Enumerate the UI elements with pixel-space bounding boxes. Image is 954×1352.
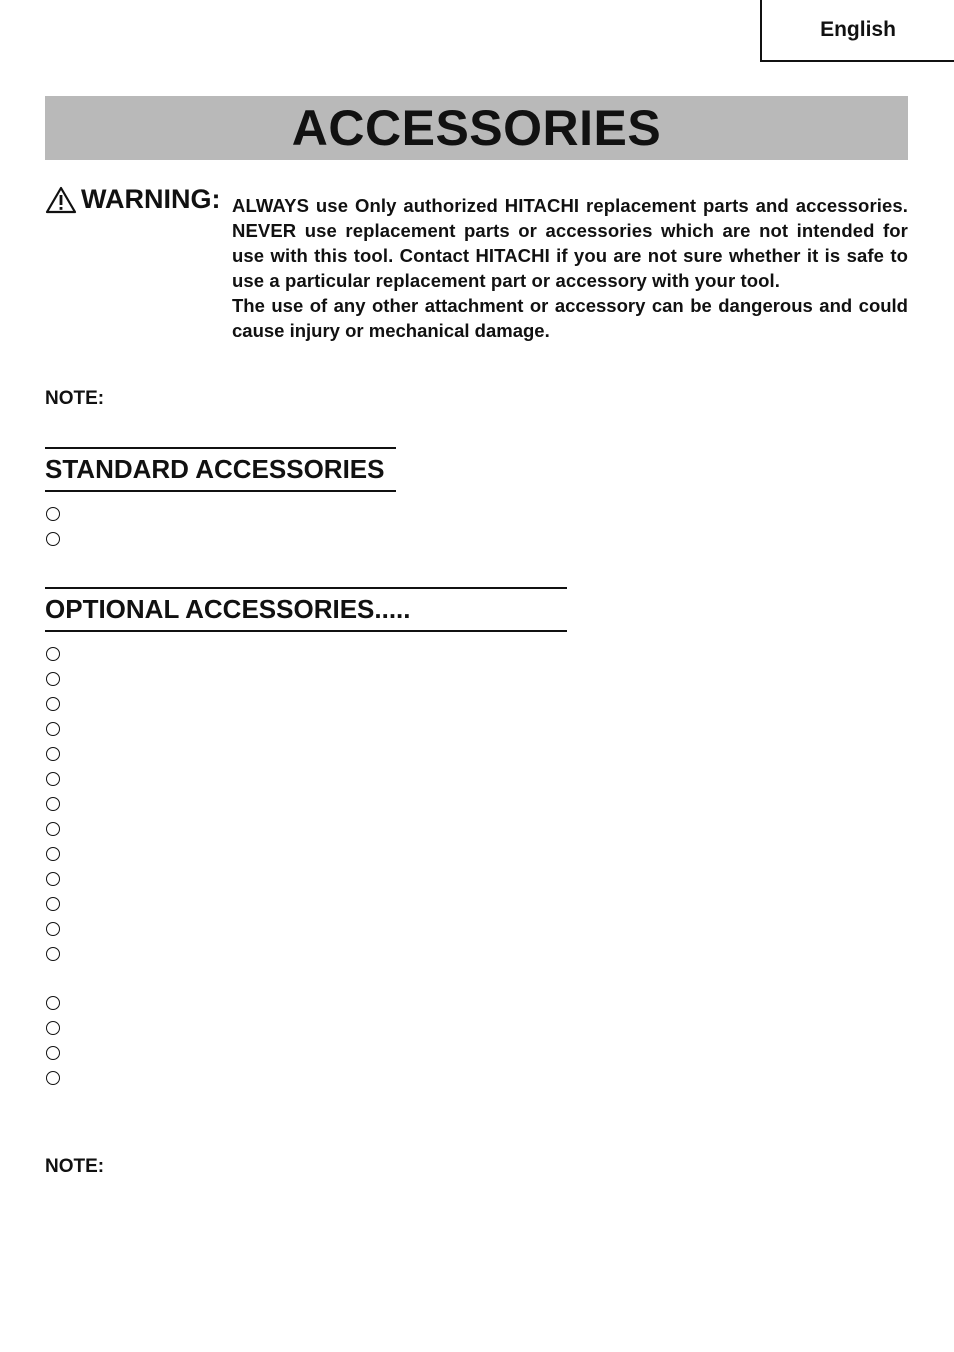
circle-bullet-icon <box>46 647 60 661</box>
circle-bullet-icon <box>46 822 60 836</box>
warning-paragraph-1: ALWAYS use Only authorized HITACHI replacement parts and accessories. NEVER use replacement parts or accessories which are not intended for use with this tool. Contact HITACHI if you are not sure whether it is safe to use a particular replacement part or accessory with your tool. <box>232 195 908 291</box>
circle-bullet-icon <box>46 996 60 1010</box>
warning-paragraph-2: The use of any other attachment or accessory can be dangerous and could cause injury or mechanical damage. <box>232 295 908 341</box>
page-title: ACCESSORIES <box>291 100 662 156</box>
warning-text <box>232 193 908 343</box>
circle-bullet-icon <box>46 507 60 521</box>
circle-bullet-icon <box>46 897 60 911</box>
circle-bullet-icon <box>46 747 60 761</box>
list-item <box>45 666 60 691</box>
list-item <box>45 866 60 891</box>
circle-bullet-icon <box>46 872 60 886</box>
list-item <box>45 916 60 941</box>
circle-bullet-icon <box>46 722 60 736</box>
language-tab <box>760 0 954 62</box>
list-item <box>45 941 60 966</box>
note-bottom: NOTE: <box>45 1156 105 1177</box>
list-item <box>45 766 60 791</box>
list-item <box>45 1015 60 1040</box>
circle-bullet-icon <box>46 847 60 861</box>
circle-bullet-icon <box>46 672 60 686</box>
note-top: NOTE: <box>45 388 105 409</box>
list-item <box>45 526 60 551</box>
list-item <box>45 1065 60 1090</box>
circle-bullet-icon <box>46 697 60 711</box>
standard-accessories-heading: STANDARD ACCESSORIES <box>45 447 396 492</box>
circle-bullet-icon <box>46 947 60 961</box>
list-item <box>45 641 60 666</box>
title-bar <box>45 96 908 160</box>
list-item <box>45 791 60 816</box>
language-label: English <box>820 18 896 41</box>
warning-triangle-icon <box>45 186 77 214</box>
list-item <box>45 691 60 716</box>
circle-bullet-icon <box>46 532 60 546</box>
circle-bullet-icon <box>46 1071 60 1085</box>
list-item <box>45 891 60 916</box>
circle-bullet-icon <box>46 1021 60 1035</box>
list-item <box>45 741 60 766</box>
optional-accessories-list-2 <box>45 990 60 1090</box>
warning-label <box>45 184 220 215</box>
circle-bullet-icon <box>46 922 60 936</box>
list-item <box>45 990 60 1015</box>
list-item <box>45 841 60 866</box>
list-item <box>45 816 60 841</box>
list-item <box>45 716 60 741</box>
standard-accessories-list <box>45 501 60 551</box>
list-item <box>45 1040 60 1065</box>
circle-bullet-icon <box>46 772 60 786</box>
warning-heading: WARNING: <box>81 184 221 214</box>
optional-accessories-heading: OPTIONAL ACCESSORIES..... <box>45 587 567 632</box>
optional-accessories-list <box>45 641 60 966</box>
circle-bullet-icon <box>46 797 60 811</box>
list-item <box>45 501 60 526</box>
circle-bullet-icon <box>46 1046 60 1060</box>
